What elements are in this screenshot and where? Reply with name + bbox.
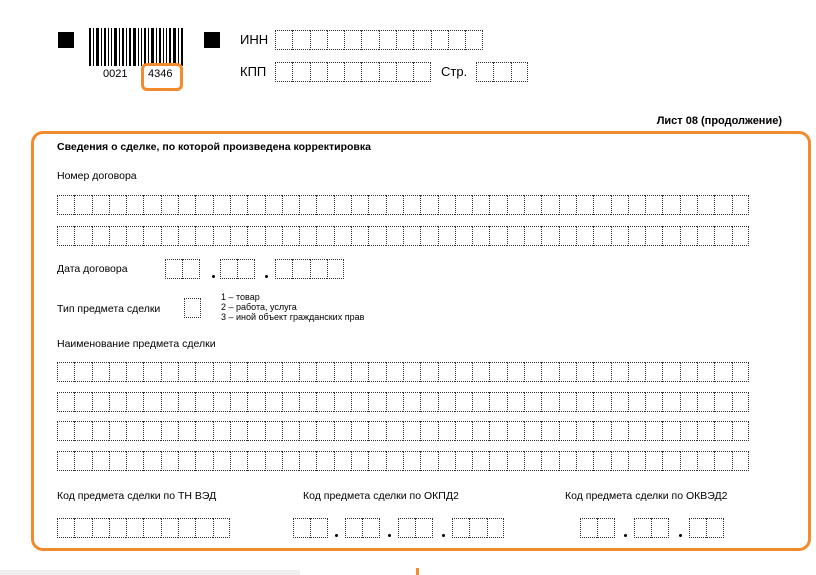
contract-number-row-1[interactable] — [57, 195, 749, 215]
subject-name-row-2[interactable] — [57, 392, 749, 412]
contract-date-year[interactable] — [275, 259, 344, 279]
okpd2-separator-3 — [442, 534, 445, 537]
barcode — [89, 28, 194, 66]
kpp-field[interactable] — [275, 62, 431, 82]
barcode-code: 4346 — [148, 68, 173, 80]
subject-type-label: Тип предмета сделки — [57, 303, 161, 315]
bottom-strip — [0, 570, 300, 575]
subject-type-legend — [221, 292, 364, 322]
okpd2-label: Код предмета сделки по ОКПД2 — [303, 490, 459, 502]
corner-marker-left — [58, 32, 74, 48]
okpd2-group-1[interactable] — [293, 518, 328, 538]
subject-type-option-1: 1 – товар — [221, 292, 260, 302]
section-title: Сведения о сделке, по которой произведена корректировка — [57, 141, 371, 153]
tnved-label: Код предмета сделки по ТН ВЭД — [57, 490, 217, 502]
contract-number-label: Номер договора — [57, 170, 137, 182]
contract-date-label: Дата договора — [57, 263, 128, 275]
date-separator-1 — [212, 275, 215, 278]
bottom-highlight-mark — [416, 568, 419, 575]
contract-date-month[interactable] — [220, 259, 255, 279]
okpd2-separator-1 — [335, 534, 338, 537]
okpd2-separator-2 — [388, 534, 391, 537]
okved2-separator-2 — [679, 534, 682, 537]
date-separator-2 — [265, 275, 268, 278]
barcode-prefix: 0021 — [103, 68, 128, 80]
inn-label: ИНН — [240, 32, 269, 47]
contract-number-row-2[interactable] — [57, 226, 749, 246]
sheet-label: Лист 08 (продолжение) — [656, 115, 782, 127]
kpp-label: КПП — [240, 64, 267, 79]
okved2-separator-1 — [624, 534, 627, 537]
contract-date-day[interactable] — [165, 259, 200, 279]
okpd2-group-2[interactable] — [345, 518, 380, 538]
subject-name-label: Наименование предмета сделки — [57, 338, 216, 350]
okved2-group-1[interactable] — [580, 518, 615, 538]
subject-name-row-3[interactable] — [57, 421, 749, 441]
subject-name-row-1[interactable] — [57, 362, 749, 382]
corner-marker-right — [204, 32, 220, 48]
inn-field[interactable] — [275, 30, 483, 50]
page-label: Стр. — [441, 64, 468, 79]
page-field[interactable] — [476, 62, 528, 82]
subject-type-option-2: 2 – работа, услуга — [221, 302, 297, 312]
okved2-group-3[interactable] — [689, 518, 724, 538]
subject-type-field[interactable] — [184, 298, 201, 318]
okpd2-group-3[interactable] — [398, 518, 433, 538]
okved2-label: Код предмета сделки по ОКВЭД2 — [565, 490, 728, 502]
tnved-field[interactable] — [57, 518, 230, 538]
subject-type-option-3: 3 – иной объект гражданских прав — [221, 312, 365, 322]
okved2-group-2[interactable] — [634, 518, 669, 538]
okpd2-group-4[interactable] — [452, 518, 504, 538]
subject-name-row-4[interactable] — [57, 451, 749, 471]
